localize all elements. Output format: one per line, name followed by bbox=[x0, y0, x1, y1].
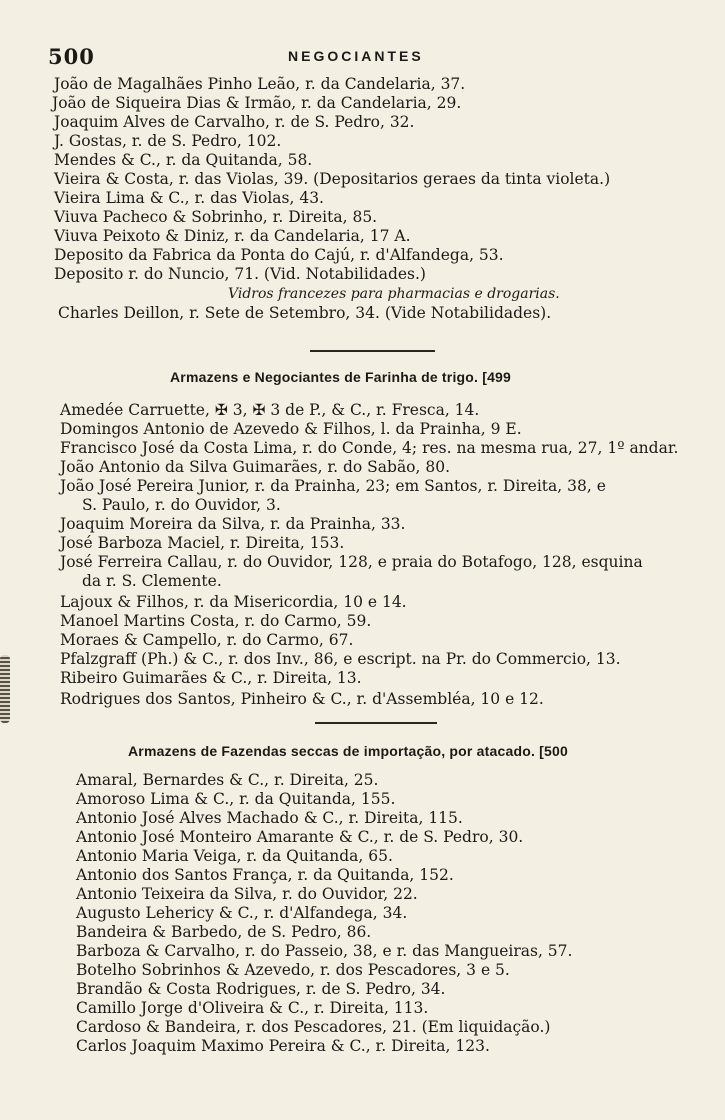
divider bbox=[310, 350, 435, 352]
list-item: Deposito da Fabrica da Ponta do Cajú, r. d'Alfandega, 53. bbox=[54, 246, 504, 264]
list-item: Antonio Maria Veiga, r. da Quitanda, 65. bbox=[76, 847, 393, 865]
list-item: José Barboza Maciel, r. Direita, 153. bbox=[60, 534, 345, 552]
list-item: S. Paulo, r. do Ouvidor, 3. bbox=[82, 496, 281, 514]
list-item: Botelho Sobrinhos & Azevedo, r. dos Pescadores, 3 e 5. bbox=[76, 961, 510, 979]
list-item: Antonio José Alves Machado & C., r. Direita, 115. bbox=[76, 809, 463, 827]
list-item: Camillo Jorge d'Oliveira & C., r. Direita, 113. bbox=[76, 999, 429, 1017]
list-item: Vieira Lima & C., r. das Violas, 43. bbox=[54, 189, 324, 207]
page-number: 500 bbox=[48, 44, 95, 69]
list-item: Mendes & C., r. da Quitanda, 58. bbox=[54, 151, 313, 169]
list-item: Brandão & Costa Rodrigues, r. de S. Pedro, 34. bbox=[76, 980, 446, 998]
list-item: Charles Deillon, r. Sete de Setembro, 34. (Vide Notabilidades). bbox=[58, 304, 552, 322]
list-item: Francisco José da Costa Lima, r. do Conde, 4; res. na mesma rua, 27, 1º andar. bbox=[60, 439, 679, 457]
list-item: Pfalzgraff (Ph.) & C., r. dos Inv., 86, e escript. na Pr. do Commercio, 13. bbox=[60, 650, 621, 668]
divider bbox=[315, 722, 437, 724]
section-3-title: Armazens de Fazendas seccas de importação, por atacado. [500 bbox=[128, 743, 568, 759]
page-title: NEGOCIANTES bbox=[288, 48, 424, 64]
list-item: Deposito r. do Nuncio, 71. (Vid. Notabilidades.) bbox=[54, 265, 426, 283]
list-item: Cardoso & Bandeira, r. dos Pescadores, 21. (Em liquidação.) bbox=[76, 1018, 551, 1036]
list-item: Lajoux & Filhos, r. da Misericordia, 10 e 14. bbox=[60, 593, 407, 611]
list-item: Domingos Antonio de Azevedo & Filhos, l. da Prainha, 9 E. bbox=[60, 420, 522, 438]
list-item: Amedée Carruette, ✠ 3, ✠ 3 de P., & C., r. Fresca, 14. bbox=[60, 401, 480, 419]
subsection-title: Vidros francezes para pharmacias e drogarias. bbox=[228, 286, 560, 302]
list-item: Antonio Teixeira da Silva, r. do Ouvidor, 22. bbox=[76, 885, 418, 903]
list-item: J. Gostas, r. de S. Pedro, 102. bbox=[54, 132, 282, 150]
page-edge-artifact bbox=[0, 655, 10, 723]
list-item: Vieira & Costa, r. das Violas, 39. (Depositarios geraes da tinta violeta.) bbox=[54, 170, 611, 188]
list-item: Ribeiro Guimarães & C., r. Direita, 13. bbox=[60, 669, 362, 687]
list-item: Viuva Peixoto & Diniz, r. da Candelaria, 17 A. bbox=[54, 227, 411, 245]
list-item: João José Pereira Junior, r. da Prainha, 23; em Santos, r. Direita, 38, e bbox=[60, 477, 606, 495]
list-item: Antonio José Monteiro Amarante & C., r. de S. Pedro, 30. bbox=[76, 828, 524, 846]
list-item: Barboza & Carvalho, r. do Passeio, 38, e r. das Mangueiras, 57. bbox=[76, 942, 573, 960]
list-item: Rodrigues dos Santos, Pinheiro & C., r. d'Assembléa, 10 e 12. bbox=[60, 690, 544, 708]
list-item: Joaquim Moreira da Silva, r. da Prainha, 33. bbox=[60, 515, 406, 533]
list-item: João Antonio da Silva Guimarães, r. do Sabão, 80. bbox=[60, 458, 451, 476]
list-item: João de Siqueira Dias & Irmão, r. da Candelaria, 29. bbox=[52, 94, 462, 112]
list-item: Moraes & Campello, r. do Carmo, 67. bbox=[60, 631, 354, 649]
list-item: Antonio dos Santos França, r. da Quitanda, 152. bbox=[76, 866, 454, 884]
list-item: Amoroso Lima & C., r. da Quitanda, 155. bbox=[76, 790, 396, 808]
list-item: João de Magalhães Pinho Leão, r. da Candelaria, 37. bbox=[54, 75, 466, 93]
list-item: Manoel Martins Costa, r. do Carmo, 59. bbox=[60, 612, 372, 630]
list-item: José Ferreira Callau, r. do Ouvidor, 128, e praia do Botafogo, 128, esquina bbox=[60, 553, 643, 571]
section-2-title: Armazens e Negociantes de Farinha de trigo. [499 bbox=[170, 369, 512, 385]
list-item: Amaral, Bernardes & C., r. Direita, 25. bbox=[76, 771, 379, 789]
list-item: Viuva Pacheco & Sobrinho, r. Direita, 85. bbox=[54, 208, 378, 226]
list-item: Augusto Lehericy & C., r. d'Alfandega, 34. bbox=[76, 904, 408, 922]
page-header bbox=[48, 44, 688, 68]
list-item: Joaquim Alves de Carvalho, r. de S. Pedro, 32. bbox=[54, 113, 415, 131]
list-item: da r. S. Clemente. bbox=[82, 572, 222, 590]
list-item: Bandeira & Barbedo, de S. Pedro, 86. bbox=[76, 923, 372, 941]
list-item: Carlos Joaquim Maximo Pereira & C., r. Direita, 123. bbox=[76, 1037, 490, 1055]
